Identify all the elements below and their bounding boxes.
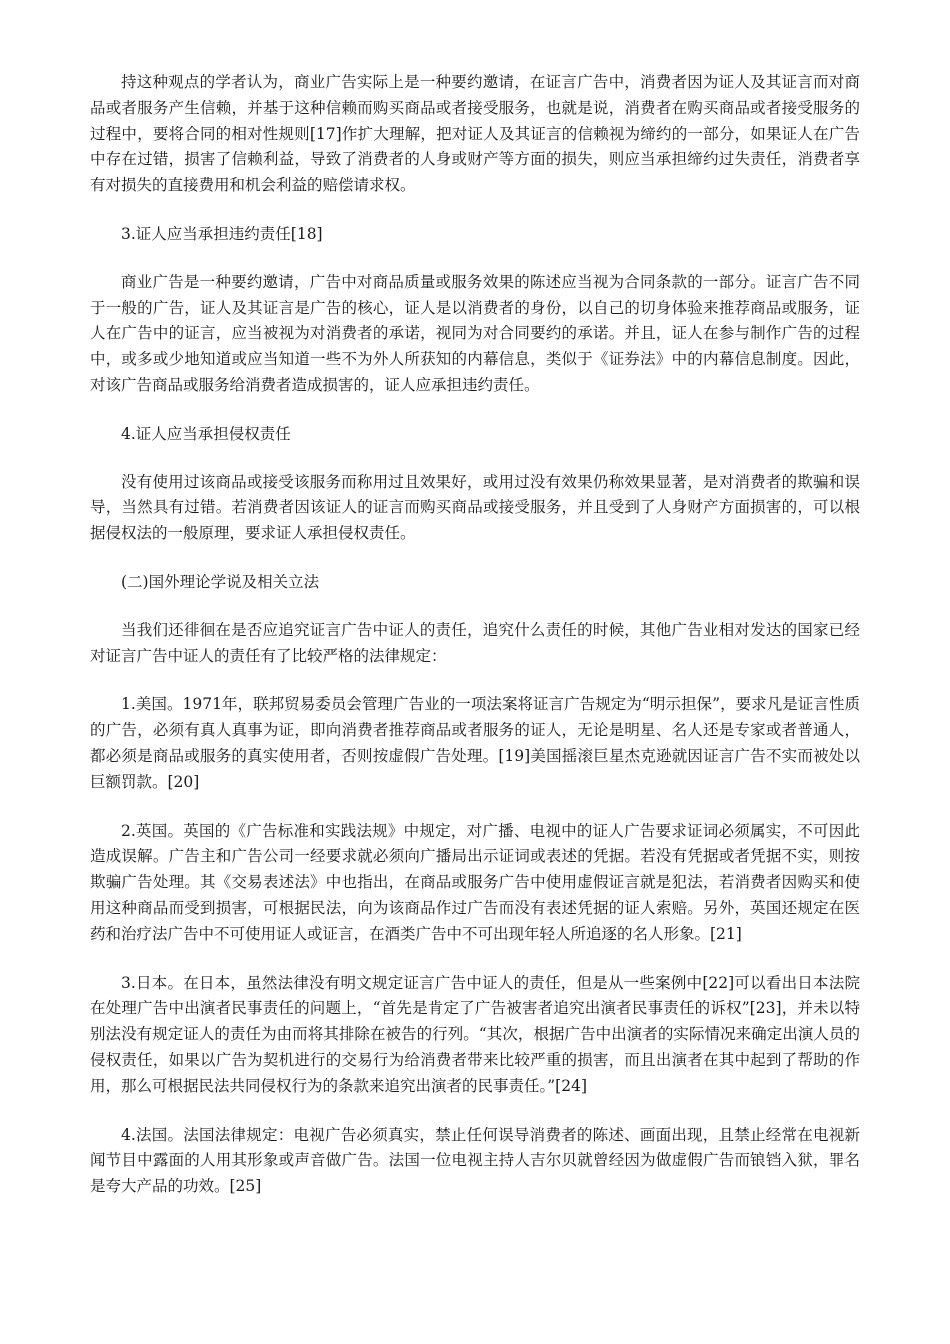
paragraph-foreign-intro: 当我们还徘徊在是否应追究证言广告中证人的责任，追究什么责任的时候，其他广告业相对发达的国家已经对证言广告中证人的责任有了比较严格的法律规定：: [90, 620, 860, 665]
paragraph-uk: 2.英国。英国的《广告标准和实践法规》中规定，对广播、电视中的证人广告要求证词必须属实，不可因此造成误解。广告主和广告公司一经要求就必须向广播局出示证词或表述的凭据。若没有凭据或者凭据不实，则按欺骗广告处理。其《交易表述法》中也指出，在商品或服务广告中使用虚假证言就是犯法，若消费者因购买和使用这种商品而受到损害，可根据民法，向为该商品作过广告而没有表述凭据的证人索赔。另外，英国还规定在医药和治疗法广告中不可使用证人或证言，在酒类广告中不可出现年轻人所追逐的名人形象。[21]: [90, 821, 860, 943]
paragraph-japan: 3.日本。在日本，虽然法律没有明文规定证言广告中证人的责任，但是从一些案例中[22]可以看出日本法院在处理广告中出演者民事责任的问题上，“首先是肯定了广告被害者追究出演者民事责任的诉权”[23]，并未以特别法没有规定证人的责任为由而将其排除在被告的行列。“其次，根据广告中出演者的实际情况来确定出演人员的侵权责任，如果以广告为契机进行的交易行为给消费者带来比较严重的损害，而且出演者在其中起到了帮助的作用，那么可根据民法共同侵权行为的条款来追究出演者的民事责任。”[24]: [90, 973, 860, 1095]
paragraph-reliance-liability: 持这种观点的学者认为，商业广告实际上是一种要约邀请，在证言广告中，消费者因为证人及其证言而对商品或者服务产生信赖，并基于这种信赖而购买商品或者接受服务，也就是说，消费者在购买商品或者接受服务的过程中，要将合同的相对性规则[17]作扩大理解，把对证人及其证言的信赖视为缔约的一部分，如果证人在广告中存在过错，损害了信赖利益，导致了消费者的人身或财产等方面的损失，则应当承担缔约过失责任，消费者享有对损失的直接费用和机会利益的赔偿请求权。: [90, 73, 860, 195]
paragraph-breach-of-contract: 商业广告是一种要约邀请，广告中对商品质量或服务效果的陈述应当视为合同条款的一部分。证言广告不同于一般的广告，证人及其证言是广告的核心，证人是以消费者的身份，以自己的切身体验来推荐商品或服务，证人在广告中的证言，应当被视为对消费者的承诺，视同为对合同要约的承诺。并且，证人在参与制作广告的过程中，或多或少地知道或应当知道一些不为外人所获知的内幕信息，类似于《证券法》中的内幕信息制度。因此，对该广告商品或服务给消费者造成损害的，证人应承担违约责任。: [90, 272, 860, 394]
paragraph-france: 4.法国。法国法律规定：电视广告必须真实，禁止任何误导消费者的陈述、画面出现，且禁止经常在电视新闻节目中露面的人用其形象或声音做广告。法国一位电视主持人吉尔贝就曾经因为做虚假广告而锒铛入狱，罪名是夸大产品的功效。[25]: [90, 1125, 860, 1196]
heading-breach-of-contract: 3.证人应当承担违约责任[18]: [121, 224, 323, 243]
paragraph-tort-liability: 没有使用过该商品或接受该服务而称用过且效果好，或用过没有效果仍称效果显著，是对消费者的欺骗和误导，当然具有过错。若消费者因该证人的证言而购买商品或接受服务，并且受到了人身财产方面损害的，可以根据侵权法的一般原理，要求证人承担侵权责任。: [90, 472, 860, 543]
paragraph-usa: 1.美国。1971年，联邦贸易委员会管理广告业的一项法案将证言广告规定为“明示担保”，要求凡是证言性质的广告，必须有真人真事为证，即向消费者推荐商品或者服务的证人，无论是明星、名人还是专家或者普通人，都必须是商品或服务的真实使用者，否则按虚假广告处理。[19]美国摇滚巨星杰克逊就因证言广告不实而被处以巨额罚款。[20]: [90, 695, 860, 791]
document-page: [90, 70, 860, 1223]
heading-foreign-theory: (二)国外理论学说及相关立法: [121, 572, 320, 591]
heading-tort-liability: 4.证人应当承担侵权责任: [121, 424, 291, 443]
